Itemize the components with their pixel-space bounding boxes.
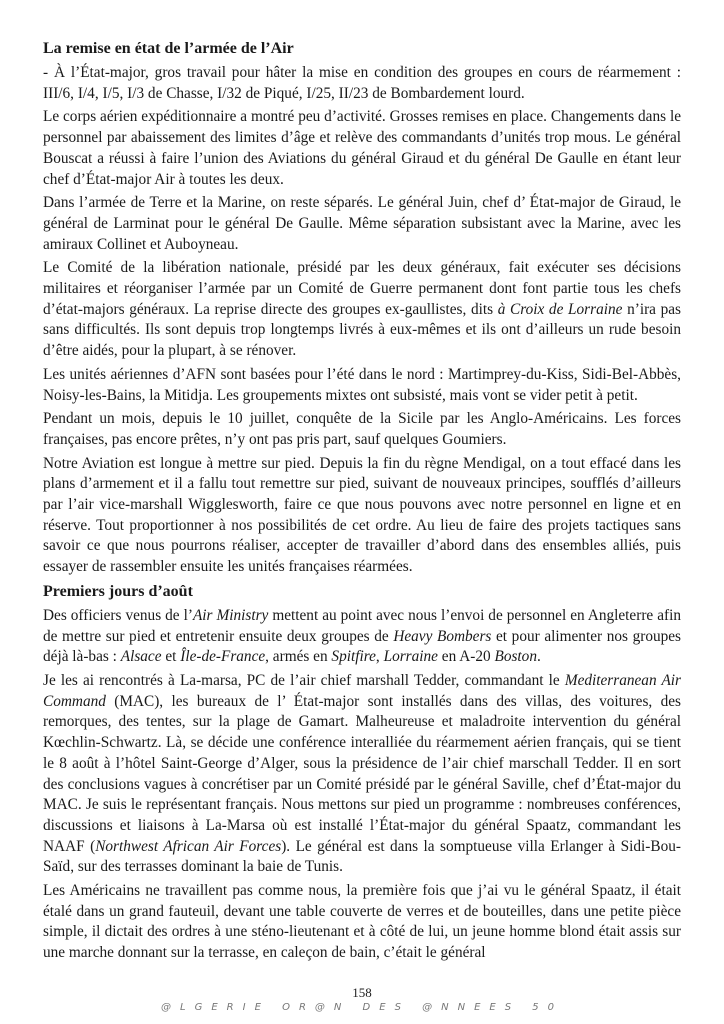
- footer-watermark: @LGERIE OR@N DES @NNEES 50: [161, 1002, 563, 1013]
- paragraph: - À l’État-major, gros travail pour hâter la mise en condition des groupes en cours de réarmement : III/6, I/4, I/5, I/3 de Chasse, I/32 de Piqué, I/25, II/23 de Bombardement lourd.: [43, 64, 681, 102]
- section-heading-premiers-jours-aout: Premiers jours d’août: [43, 582, 193, 600]
- italic-text: Air Ministry: [192, 606, 269, 624]
- paragraph: Le corps aérien expéditionnaire a montré peu d’activité. Grosses remises en place. Changements dans le personnel par abaissement des limites d’âge et relève des commandants d’unités trop mous. Le général Bouscat a réussi à faire l’union des Aviations du général Giraud et du général De Gaulle en étant leur chef d’État-major Air à toutes les deux.: [43, 108, 681, 188]
- paragraph: Les unités aériennes d’AFN sont basées pour l’été dans le nord : Martimprey-du-Kiss, Sidi-Bel-Abbès, Noisy-les-Bains, la Mitidja. Les groupements mixtes ont subsisté, mais vont se vider petit à petit.: [43, 365, 681, 404]
- italic-text: Mediterranean Air Command: [43, 671, 681, 710]
- page-number: 158: [352, 985, 372, 1000]
- section-heading-remise-en-etat: La remise en état de l’armée de l’Air: [43, 40, 294, 57]
- italic-text: Northwest African Air Forces: [95, 837, 282, 855]
- italic-text: Boston: [494, 648, 537, 666]
- document-page: [43, 38, 681, 967]
- paragraph: Dans l’armée de Terre et la Marine, on reste séparés. Le général Juin, chef d’ État-major de Giraud, le général de Larminat pour le général De Gaulle. Même séparation subsistant avec la Marine, avec les amiraux Collinet et Auboyneau.: [43, 194, 681, 253]
- paragraph: Des officiers venus de l’Air Ministry mettent au point avec nous l’envoi de personnel en Angleterre afin de mettre sur pied et entretenir ensuite deux groupes de Heavy Bombers et pour alimenter nos groupes déjà là-bas : Alsace et Île-de-France, armés en Spitfire, Lorraine en A-20 Boston.: [43, 606, 682, 666]
- italic-text: Spitfire: [331, 648, 376, 666]
- paragraph: Je les ai rencontrés à La-marsa, PC de l’air chief marshall Tedder, commandant le Mediterranean Air Command (MAC), les bureaux de l’ État-major sont installés dans des villas, des voitures, des remorques, des tentes, sur la plage de Gamart. Malheureuse et maladroite intervention du général Kœchlin-Schwartz. Là, se décide une conférence interalliée du réarmement aérien français, qui se tient le 8 août à l’hôtel Saint-George d’Alger, sous la présidence de l’air chief marschall Tedder. Il en sort des conclusions vagues à concrétiser par un Comité présidé par le général Saville, chef d’État-major du MAC. Je suis le représentant français. Nous mettons sur pied un programme : nombreuses conférences, discussions et liaisons à La-Marsa où est installé l’État-major du général Spaatz, commandant les NAAF (Northwest African Air Forces). Le général est dans la somptueuse villa Erlanger à Sidi-Bou-Saïd, sur des terrasses dominant la baie de Tunis.: [43, 671, 681, 876]
- italic-text: à Croix de Lorraine: [497, 300, 623, 318]
- italic-text: Île-de-France: [180, 648, 266, 666]
- italic-text: Lorraine: [383, 648, 438, 666]
- italic-text: Heavy Bombers: [393, 627, 492, 645]
- paragraph: Notre Aviation est longue à mettre sur pied. Depuis la fin du règne Mendigal, on a tout effacé dans les plans d’armement et il a fallu tout remettre sur pied, suivant de nouveaux principes, soufflés d’ailleurs par l’air vice-marshall Wigglesworth, faire ce que nous pouvons avec notre personnel en ligne et en réserve. Tout proportionner à nos possibilités de cet ordre. Au lieu de faire des projets tactiques sans savoir ce que nous pourrons réaliser, accepter de travailler d’abord dans des ensembles alliés, puis essayer de rassembler ensuite les unités françaises réarmées.: [43, 454, 681, 576]
- paragraph: Les Américains ne travaillent pas comme nous, la première fois que j’ai vu le général Spaatz, il était étalé dans un grand fauteuil, devant une table couverte de verres et de bouteilles, dans une petite pièce simple, il dictait des ordres à une sténo-lieutenant et à côté de lui, un jeune homme blond était assis sur une marche donnant sur la terrasse, en caleçon de bain, c’était le général: [43, 882, 681, 962]
- italic-text: Alsace: [120, 648, 162, 666]
- paragraph: Pendant un mois, depuis le 10 juillet, conquête de la Sicile par les Anglo-Américains. Les forces françaises, pas encore prêtes, n’y ont pas pris part, sauf quelques Goumiers.: [43, 410, 681, 448]
- paragraph: Le Comité de la libération nationale, présidé par les deux généraux, fait exécuter ses décisions militaires et réorganiser l’armée par un Comité de Guerre permanent dont font partie tous les chefs d’état-majors généraux. La reprise directe des groupes ex-gaullistes, dits à Croix de Lorraine n’ira pas sans difficultés. Ils sont depuis trop longtemps livrés à eux-mêmes et ils ont d’ailleurs un rude besoin d’être aidés, pour la plupart, à se rénover.: [43, 259, 681, 360]
